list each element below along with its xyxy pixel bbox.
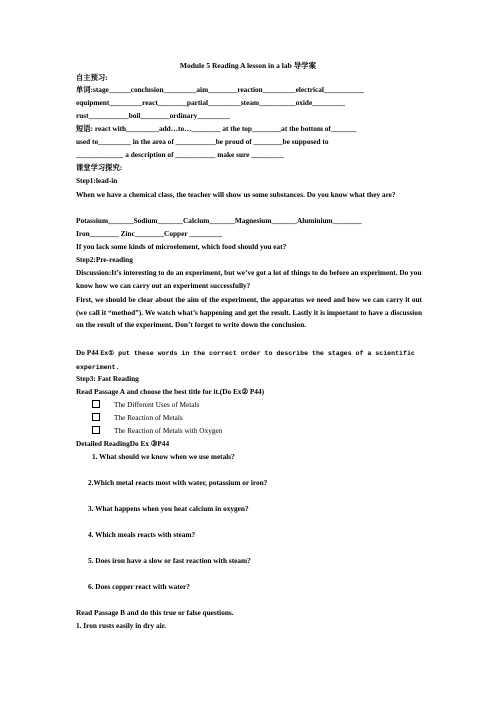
step2-paragraph: First, we should be clear about the aim of the experiment, the apparatus we need and how we can carry it out (we call it “method”). We watch what’s happening and get the result. Lastly it is important to have a discussion on the result of the experiment. Don’t forget to write down the conclusion. [76,295,422,329]
option-label: The Reaction of Metals with Oxygen [114,426,223,435]
title-option-2[interactable] [92,413,183,422]
self-study-heading: 自主预习: [76,73,108,82]
checkbox-icon[interactable] [92,426,100,434]
page-title: Module 5 Reading A lesson in a lab 导学案 [179,61,317,70]
passage-b-heading: Read Passage B and do this true or false questions. [76,608,234,617]
question-6: 6. Does copper react with water? [88,582,190,591]
option-label: The Reaction of Metals [114,413,183,422]
class-study-heading: 课堂学习探究: [76,163,123,172]
question-2: 2.Which metal reacts most with water, potassium or iron? [88,478,268,487]
vocab-line-3: rust___________boil________ordinary_________ [76,111,231,120]
phrases-line-1: 短语: react with_________add…to…________ at the top________at the bottom of_______ [76,124,357,133]
step1-elements-line-2: Iron________ Zinc________Copper _________ [76,229,223,238]
passage-b-question-1: 1. Iron rusts easily in dry air. [76,621,167,630]
vocab-line-1: 单词:stage______conclusion_________aim________reaction_________electrical___________ [76,85,365,94]
step1-elements-line-1: Potassium_______Sodium_______Calcium_______Magnesium_______Aluminium________ [76,216,362,225]
step2-heading: Step2:Pre-reading [76,255,133,264]
checkbox-icon[interactable] [92,400,100,408]
step1-paragraph: When we have a chemical class, the teacher will show us some substances. Do you know what they are? [76,190,396,199]
option-label: The Different Uses of Metals [114,400,200,409]
question-1: 1. What should we know when we use metals? [92,452,235,461]
phrases-line-3: _____________ a description of ___________ make sure _________ [76,150,285,159]
question-5: 5. Does iron have a slow or fast reaction with steam? [88,556,251,565]
step2-exercise-text: Ex① put these words in the correct order to describe the stages of a scientific experiment. [76,350,415,371]
step3-instruction: Read Passage A and choose the best title for it.(Do Ex② P44) [76,387,265,396]
step3-heading: Step3: Fast Reading [76,374,139,383]
question-3: 3. What happens when you heat calcium in oxygen? [88,504,249,513]
title-option-3[interactable] [92,426,222,435]
step2-exercise-prefix: Do P44 [76,348,99,357]
question-4: 4. Which meals reacts with steam? [88,530,196,539]
step1-heading: Step1:lead-in [76,176,118,185]
checkbox-icon[interactable] [92,413,100,421]
step2-exercise [76,347,422,374]
title-option-1[interactable] [92,400,199,409]
phrases-line-2: used to_________ in the area of ___________be proud of ________be supposed to [76,137,329,146]
detailed-reading-heading: Detailed ReadingDo Ex ③P44 [76,439,170,448]
step2-discussion: Discussion:It’s interesting to do an experiment, but we’ve got a lot of things to do before an experiment. Do you know how we can carry out an experiment successfully? [76,268,422,290]
step1-question: If you lack some kinds of microelement, which food should you eat? [76,242,287,251]
vocab-line-2: equipment_________react________partial_________steam__________oxide_________ [76,98,346,107]
